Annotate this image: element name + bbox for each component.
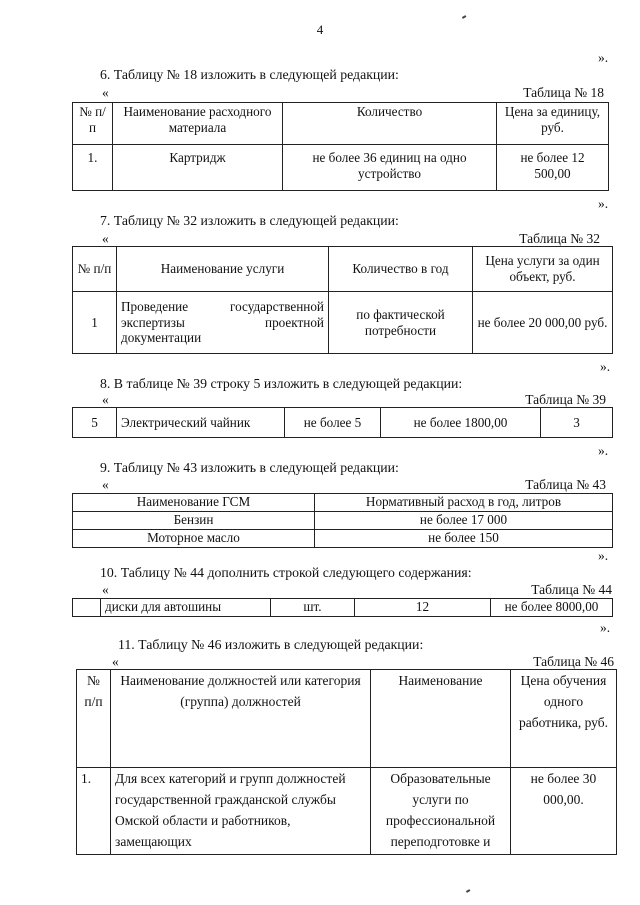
- t18-header-name: Наименование расходного материала: [113, 103, 283, 145]
- closing-quote-5: ».: [598, 50, 609, 65]
- t46-header-price: Цена обучения одного работника, руб.: [511, 670, 617, 768]
- section-6-heading: 6. Таблицу № 18 изложить в следующей редакции:: [100, 67, 399, 82]
- t43-row2-norm: не более 150: [315, 530, 613, 548]
- section-9-table-label: Таблица № 43: [525, 477, 606, 492]
- table-18: [72, 102, 609, 191]
- section-11-heading: 11. Таблицу № 46 изложить в следующей редакции:: [118, 637, 424, 652]
- section-6-open-quote: «: [102, 85, 109, 100]
- t44-cell-unit: шт.: [271, 599, 355, 617]
- table-46: [76, 669, 617, 855]
- t18-cell-price: не более 12 500,00: [497, 145, 609, 191]
- t46-cell-price: не более 30 000,00.: [511, 768, 617, 855]
- section-10-open-quote: «: [102, 582, 109, 597]
- t18-header-qty: Количество: [283, 103, 497, 145]
- t32-cell-num: 1: [73, 292, 117, 354]
- section-6-table-label: Таблица № 18: [523, 85, 604, 100]
- section-10-table-label: Таблица № 44: [531, 582, 612, 597]
- section-7-table-label: Таблица № 32: [519, 231, 600, 246]
- section-11-open-quote: «: [112, 654, 119, 669]
- t18-header-price: Цена за единицу, руб.: [497, 103, 609, 145]
- t43-header-norm: Нормативный расход в год, литров: [315, 494, 613, 512]
- section-11-table-label: Таблица № 46: [533, 654, 614, 669]
- table-39-row: [72, 407, 613, 438]
- t39-cell-price: не более 1800,00: [381, 408, 541, 438]
- t32-cell-qty: по фактической потребности: [329, 292, 473, 354]
- t32-cell-price: не более 20 000,00 руб.: [473, 292, 613, 354]
- t32-header-name: Наименование услуги: [117, 247, 329, 292]
- closing-quote-6: ».: [598, 196, 609, 211]
- section-8-table-label: Таблица № 39: [525, 392, 606, 407]
- t39-cell-num: 5: [73, 408, 117, 438]
- closing-quote-7: ».: [600, 359, 611, 374]
- t44-cell-qty: 12: [355, 599, 491, 617]
- t46-header-position: Наименование должностей или категория (группа) должностей: [111, 670, 371, 768]
- section-9-heading: 9. Таблицу № 43 изложить в следующей редакции:: [100, 460, 399, 475]
- page-number: 4: [316, 22, 324, 37]
- t43-header-name: Наименование ГСМ: [73, 494, 315, 512]
- t46-cell-name: Образовательные услуги по профессиональной переподготовке и: [371, 768, 511, 855]
- section-10-heading: 10. Таблицу № 44 дополнить строкой следующего содержания:: [100, 565, 472, 580]
- t43-row1-name: Бензин: [73, 512, 315, 530]
- t46-cell-num: 1.: [77, 768, 111, 855]
- t18-cell-name: Картридж: [113, 145, 283, 191]
- t46-header-name: Наименование: [371, 670, 511, 768]
- t44-cell-price: не более 8000,00: [491, 599, 613, 617]
- closing-quote-10: ».: [600, 620, 611, 635]
- t44-cell-name: диски для автошины: [101, 599, 271, 617]
- t39-cell-term: 3: [541, 408, 613, 438]
- section-9-open-quote: «: [102, 477, 109, 492]
- t32-header-price: Цена услуги за один объект, руб.: [473, 247, 613, 292]
- t39-cell-qty: не более 5: [285, 408, 381, 438]
- t43-row2-name: Моторное масло: [73, 530, 315, 548]
- scan-mark-bottom: [466, 889, 470, 892]
- t32-cell-name: Проведение государственной экспертизы проектной документации: [117, 292, 329, 354]
- table-32: [72, 246, 613, 354]
- section-8-heading: 8. В таблице № 39 строку 5 изложить в следующей редакции:: [100, 376, 463, 391]
- table-43: [72, 493, 613, 548]
- table-44-row: [72, 598, 613, 617]
- section-8-open-quote: «: [102, 392, 109, 407]
- t43-row1-norm: не более 17 000: [315, 512, 613, 530]
- t18-cell-qty: не более 36 единиц на одно устройство: [283, 145, 497, 191]
- t18-header-num: № п/п: [73, 103, 113, 145]
- t32-header-num: № п/п: [73, 247, 117, 292]
- t46-cell-position: Для всех категорий и групп должностей государственной гражданской службы Омской области и работников, замещающих: [111, 768, 371, 855]
- t32-header-qty: Количество в год: [329, 247, 473, 292]
- t46-header-num: № п/п: [77, 670, 111, 768]
- closing-quote-8: ».: [598, 443, 609, 458]
- section-7-open-quote: «: [102, 231, 109, 246]
- t18-cell-num: 1.: [73, 145, 113, 191]
- t39-cell-name: Электрический чайник: [117, 408, 285, 438]
- scan-mark: [462, 15, 466, 18]
- t44-cell-num: [73, 599, 101, 617]
- section-7-heading: 7. Таблицу № 32 изложить в следующей редакции:: [100, 213, 399, 228]
- closing-quote-9: ».: [598, 548, 609, 563]
